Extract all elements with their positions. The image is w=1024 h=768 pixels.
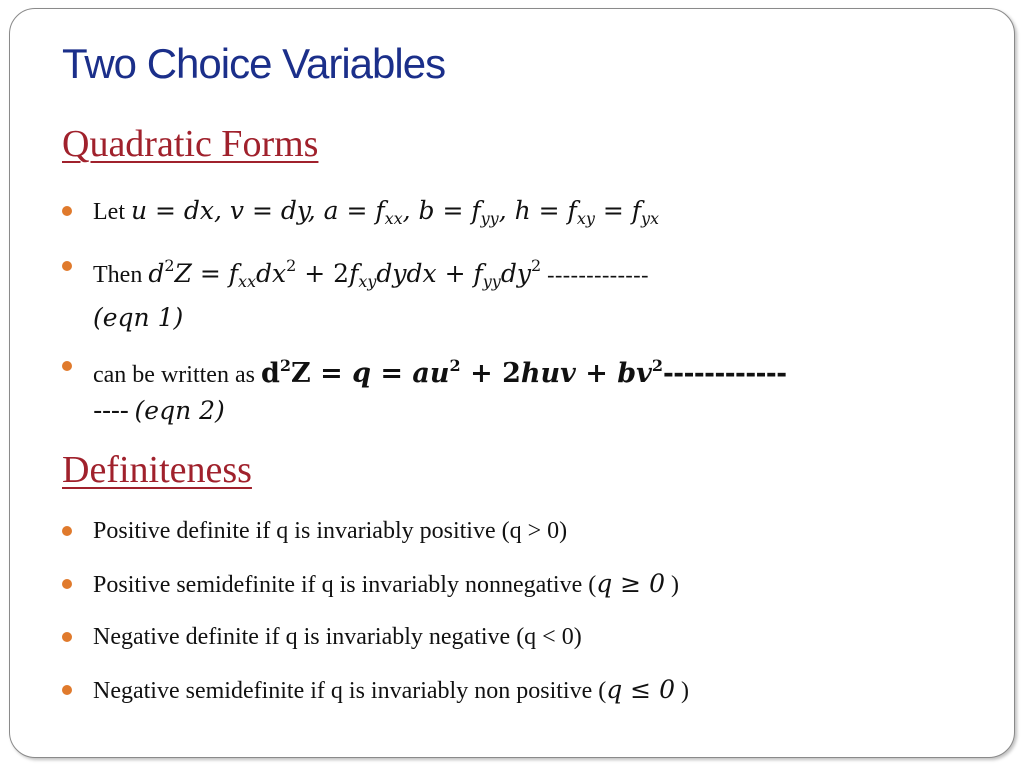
bullet-let-prefix: Let <box>93 199 125 225</box>
bullet-dot-icon <box>62 632 72 642</box>
bullet-then <box>62 248 1002 337</box>
bullet-negative-definite <box>62 619 1002 655</box>
slide-title: Two Choice Variables <box>62 40 446 87</box>
close-paren: ) <box>670 572 679 598</box>
bullet-positive-semidefinite <box>62 566 1002 603</box>
positive-semidefinite-math: q ≥ 0 <box>596 569 665 598</box>
bullet-dot-icon <box>62 526 72 536</box>
positive-definite-text: Positive definite if q is invariably positive (q > 0) <box>93 518 568 544</box>
definitions-equation: u = dx, v = dy, $a = f_{xx}$, $b = f_{yy}$, $h = f_{xy} = f_{yx}$ <box>130 196 660 228</box>
eqn-1-label: (eqn 1) <box>93 303 184 332</box>
bullet-written-as-prefix: can be written as <box>93 362 255 388</box>
bullet-then-prefix: Then <box>93 262 143 288</box>
bullet-let <box>62 193 1002 237</box>
dash-leader: ------------ <box>663 359 787 389</box>
bullet-positive-definite <box>62 513 1002 549</box>
close-paren: ) <box>680 678 689 704</box>
bullet-dot-icon <box>62 261 72 271</box>
eqn-2-label: (eqn 2) <box>134 396 225 425</box>
bullet-negative-semidefinite <box>62 672 1002 709</box>
positive-semidefinite-text: Positive semidefinite if q is invariably nonnegative ( <box>93 572 597 598</box>
bullet-dot-icon <box>62 579 72 589</box>
negative-definite-text: Negative definite if q is invariably negative (q < 0) <box>93 624 582 650</box>
total-differential-equation: $d^2Z = f_{xx}dx^2$ + $2f_{xy}dydx + f_{yy}dy^2$ <box>148 256 542 291</box>
bullet-dot-icon <box>62 361 72 371</box>
bullet-written-as <box>62 348 1002 430</box>
negative-semidefinite-math: q ≤ 0 <box>606 675 675 704</box>
quadratic-form-equation: $d^2Z = q = au^2 + 2huv + bv^2$ <box>260 356 663 389</box>
bullet-dot-icon <box>62 206 72 216</box>
bullet-dot-icon <box>62 685 72 695</box>
dash-leader: ------------- <box>547 262 649 287</box>
heading-quadratic-forms: Quadratic Forms <box>62 123 319 165</box>
heading-definiteness: Definiteness <box>62 449 252 491</box>
dash-leader: ---- <box>93 396 129 426</box>
negative-semidefinite-text: Negative semidefinite if q is invariably non positive ( <box>93 678 607 704</box>
